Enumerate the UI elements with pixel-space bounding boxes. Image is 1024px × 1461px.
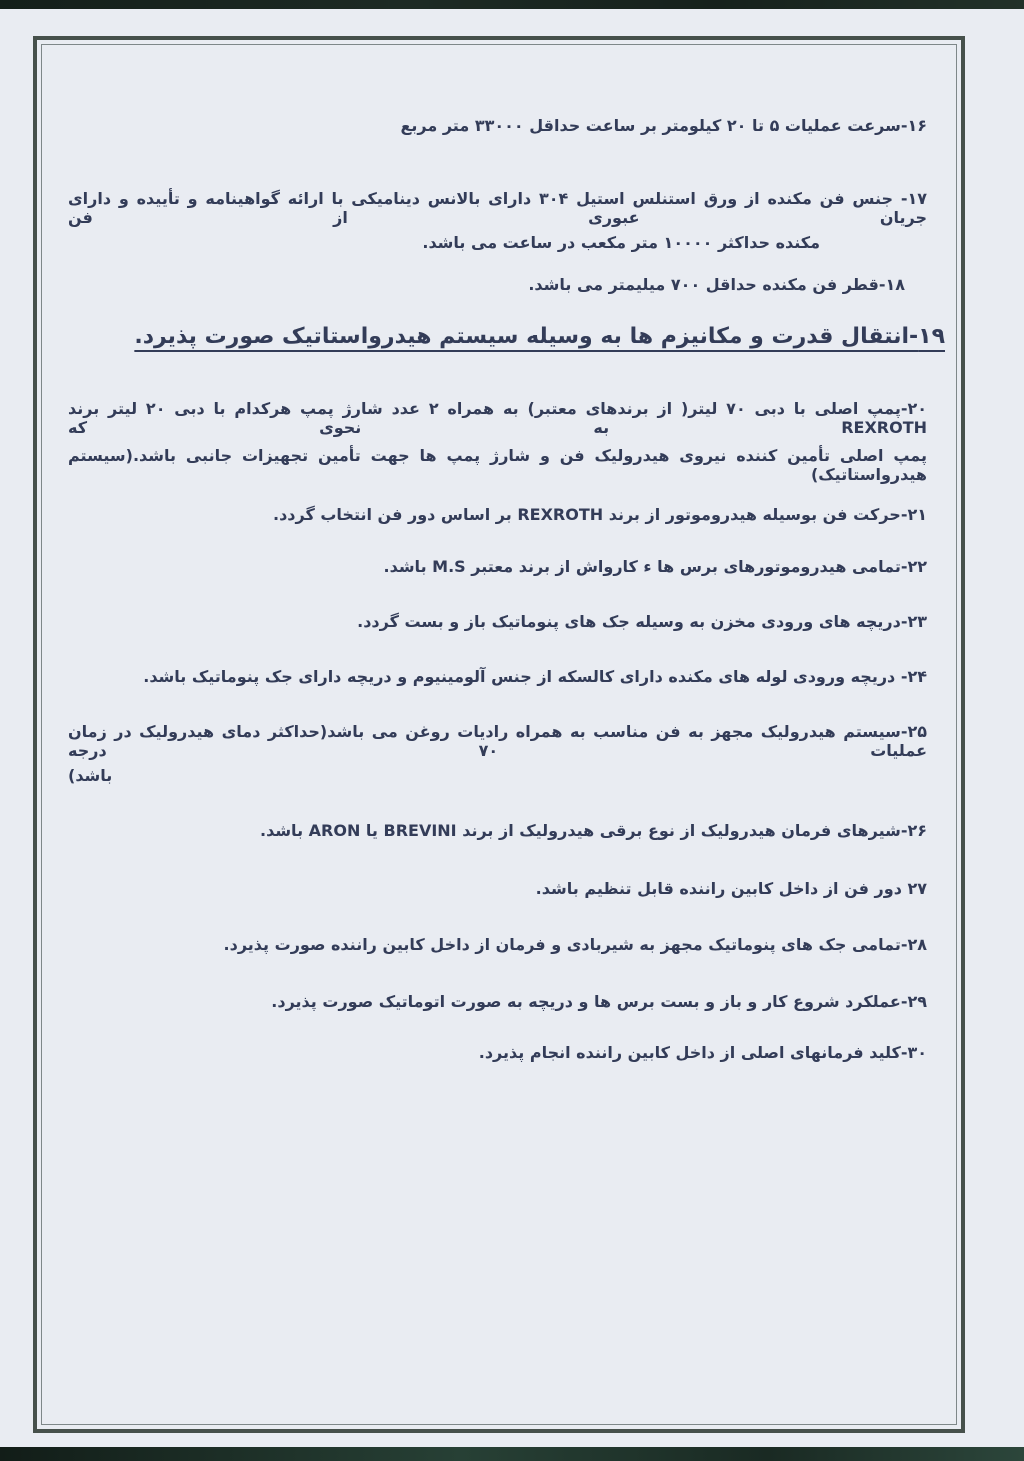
spec-item-23: ۲۳-دریچه های ورودی مخزن به وسیله جک های پنوماتیک باز و بست گردد. [357,612,927,631]
spec-item-30: ۳۰-کلید فرمانهای اصلی از داخل کابین راننده انجام پذیرد. [478,1043,927,1062]
spec-item-20-line-1: ۲۰-پمپ اصلی با دبی ۷۰ لیتر( از برندهای معتبر) به همراه ۲ عدد شارژ پمپ هرکدام با دبی ۲۰ لیتر برند REXROTH به نحوی که [68,399,928,437]
spec-item-17-line-1: ۱۷- جنس فن مکنده از ورق استنلس استیل ۳۰۴ دارای بالانس دینامیکی با ارائه گواهینامه و تأییده و دارای جریان عبوری از فن [68,189,928,227]
section-heading-19: ۱۹-انتقال قدرت و مکانیزم ها به وسیله سیستم هیدرواستاتیک صورت پذیرد. [134,324,945,349]
spec-item-22: ۲۲-تمامی هیدروموتورهای برس ها ء کارواش از برند معتبر M.S باشد. [383,557,927,576]
spec-item-17-line-2: مکنده حداکثر ۱۰۰۰۰ متر مکعب در ساعت می باشد. [422,233,820,252]
scanner-edge-top [0,0,1024,9]
page-border-frame [33,36,965,1433]
scanner-edge-bottom [0,1447,1024,1461]
spec-item-25-line-2: باشد) [68,766,113,785]
spec-item-18: ۱۸-قطر فن مکنده حداقل ۷۰۰ میلیمتر می باشد. [528,275,905,294]
spec-item-25-line-1: ۲۵-سیستم هیدرولیک مجهز به فن مناسب به همراه رادیات روغن می باشد(حداکثر دمای هیدرولیک در زمان عملیات ۷۰ درجه [68,722,927,760]
spec-item-21: ۲۱-حرکت فن بوسیله هیدروموتور از برند REXROTH بر اساس دور فن انتخاب گردد. [273,505,927,524]
spec-item-29: ۲۹-عملکرد شروع کار و باز و بست برس ها و دریچه به صورت اتوماتیک صورت پذیرد. [271,992,927,1011]
spec-item-24: ۲۴- دریچه ورودی لوله های مکنده دارای کالسکه از جنس آلومینیوم و دریچه دارای جک پنوماتیک باشد. [143,667,927,686]
page-content [43,46,955,1423]
spec-item-26: ۲۶-شیرهای فرمان هیدرولیک از نوع برقی هیدرولیک از برند BREVINI یا ARON باشد. [260,821,927,840]
spec-item-20-line-2: پمپ اصلی تأمین کننده نیروی هیدرولیک فن و شارژ پمپ ها جهت تأمین تجهیزات جانبی باشد.(سیستم هیدرواستاتیک) [68,446,927,484]
spec-item-27: ۲۷ دور فن از داخل کابین راننده قابل تنظیم باشد. [535,879,927,898]
spec-item-16: ۱۶-سرعت عملیات ۵ تا ۲۰ کیلومتر بر ساعت حداقل ۳۳۰۰۰ متر مربع [400,116,927,135]
page-border-inner-line [41,44,957,1425]
spec-item-28: ۲۸-تمامی جک های پنوماتیک مجهز به شیربادی و فرمان از داخل کابین راننده صورت پذیرد. [223,935,927,954]
